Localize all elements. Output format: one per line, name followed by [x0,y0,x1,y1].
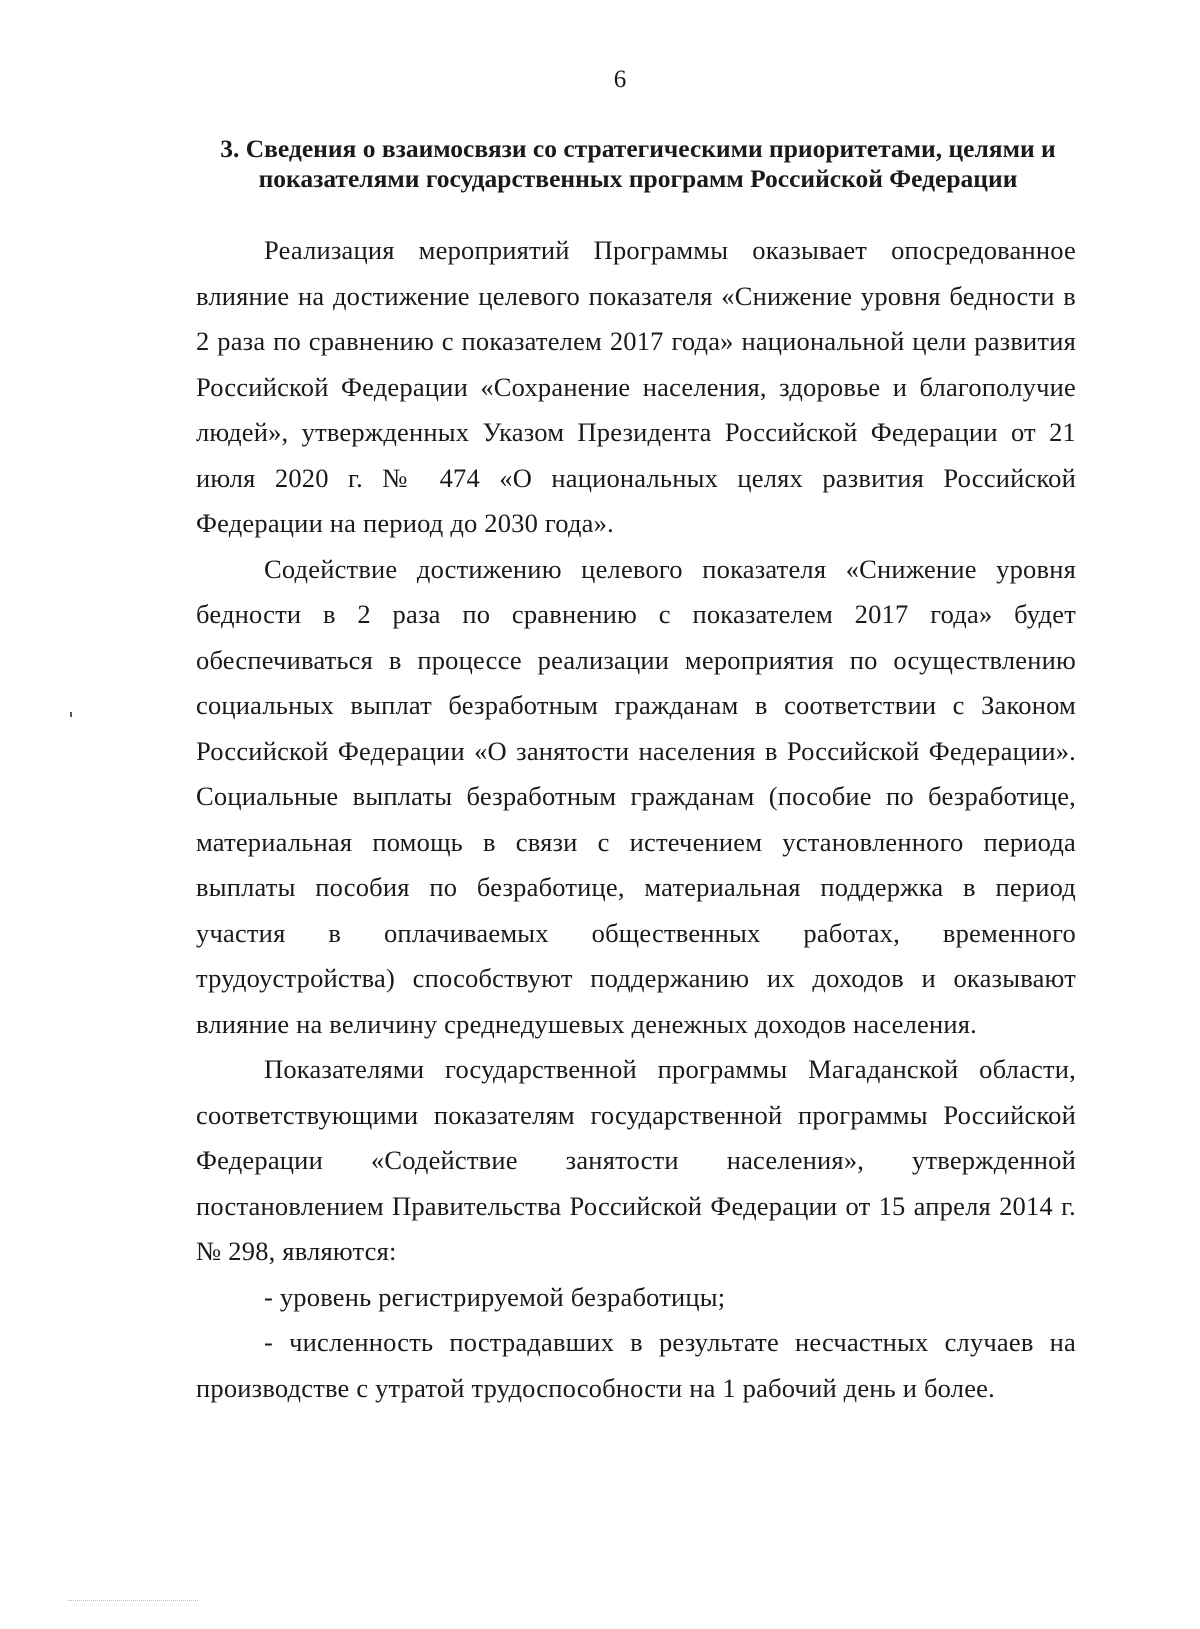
scan-margin-mark [70,712,72,717]
paragraph-poverty-target: Содействие достижению целевого показателя «Снижение уровня бедности в 2 раза по сравнению с показателем 2017 года» будет обеспечиваться в процессе реализации мероприятия по осуществлению социальных выплат безработным гражданам в соответствии с Законом Российской Федерации «О занятости населения в Российской Федерации». Социальные выплаты безработным гражданам (пособие по безработице, материальная помощь в связи с истечением установленного периода выплаты пособия по безработице, материальная поддержка в период участия в оплачиваемых общественных работах, временного трудоустройства) способствуют поддержанию их доходов и оказывают влияние на величину среднедушевых денежных доходов населения. [196,553,1076,1039]
section-heading: 3. Сведения о взаимосвязи со стратегическими приоритетами, целями и показателями государственных программ Российской Федерации [220,134,1056,193]
list-item-unemployment: - уровень регистрируемой безработицы; [264,1281,726,1312]
page-number: 6 [613,66,627,93]
body-text [196,228,1076,1411]
paragraph-indicators: Показателями государственной программы Магаданской области, соответствующими показателям государственной программы Российской Федерации «Содействие занятости населения», утвержденной постановлением Правительства Российской Федерации от 15 апреля 2014 г. № 298, являются: [196,1054,1076,1266]
paragraph-implementation: Реализация мероприятий Программы оказывает опосредованное влияние на достижение целевого показателя «Снижение уровня бедности в 2 раза по сравнению с показателем 2017 года» национальной цели развития Российской Федерации «Сохранение населения, здоровье и благополучие людей», утвержденных Указом Президента Российской Федерации от 21 июля 2020 г. № 474 «О национальных целях развития Российской Федерации на период до 2030 года». [196,235,1076,538]
list-item-accidents: - численность пострадавших в результате несчастных случаев на производстве с утратой трудоспособности на 1 рабочий день и более. [196,1327,1076,1403]
scan-artifact [68,1600,198,1602]
